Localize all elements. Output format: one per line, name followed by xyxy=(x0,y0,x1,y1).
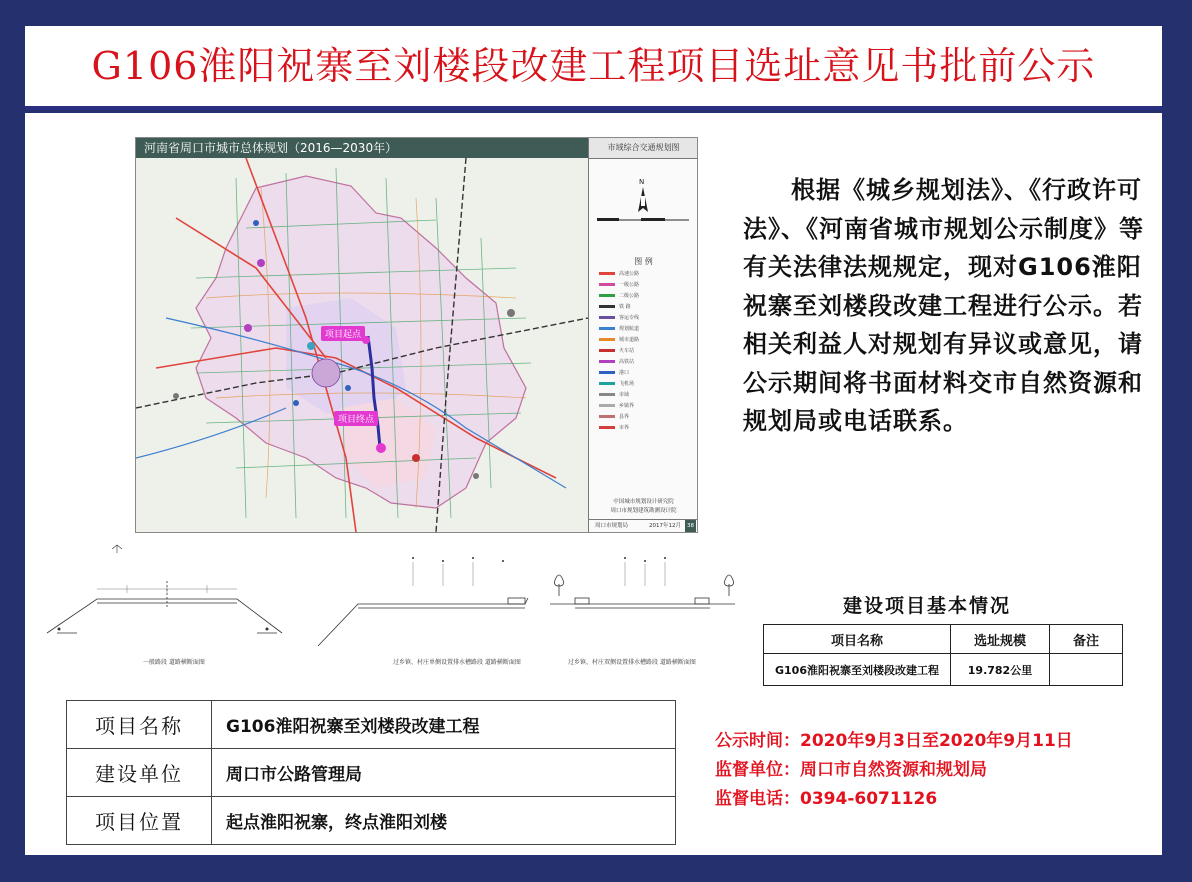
legend-swatch xyxy=(599,338,615,341)
legend-label: 市域 xyxy=(619,392,630,398)
org-line-2: 周口市规划建筑勘测设计院 xyxy=(610,508,677,514)
cross-section-caption-1: 一般路段 道路横断面图 xyxy=(143,659,205,666)
supervision-notice xyxy=(715,727,1073,814)
notice-unit: 监督单位：周口市自然资源和规划局 xyxy=(715,760,987,780)
legend-swatch xyxy=(599,404,615,407)
legend-label: 高速公路 xyxy=(619,271,640,277)
project-start-label: 项目起点 xyxy=(321,326,365,341)
notice-phone: 监督电话：0394-6071126 xyxy=(715,789,938,809)
legend-swatch xyxy=(599,382,615,385)
project-info-table xyxy=(66,700,676,845)
content-panel xyxy=(25,113,1162,855)
map-legend-panel xyxy=(588,138,698,532)
cell-remarks xyxy=(1050,654,1123,686)
info-key-location: 项目位置 xyxy=(67,797,212,845)
legend-swatch xyxy=(599,272,615,275)
announcement-text: 根据《城乡规划法》、《行政许可法》、《河南省城市规划公示制度》等有关法律法规规定，现对G106淮阳祝寨至刘楼段改建工程进行公示。若相关利益人对规划有异议或意见，请公示期间将书面材料交市自然资源和规划局或电话联系。 xyxy=(743,176,1144,435)
basic-info-row xyxy=(764,654,1123,686)
title-banner xyxy=(25,26,1162,110)
notice-time: 公示时间：2020年9月3日至2020年9月11日 xyxy=(715,731,1073,751)
announcement xyxy=(743,171,1155,441)
legend-label: 铁 路 xyxy=(619,304,631,310)
footer-date: 2017年12月 xyxy=(649,523,681,529)
legend-label: 城市道路 xyxy=(619,337,640,343)
header-remarks: 备注 xyxy=(1050,625,1123,654)
footer-issuer: 周口市规划局 xyxy=(595,523,629,529)
project-end-label: 项目终点 xyxy=(334,411,378,426)
legend-swatch xyxy=(599,415,615,418)
legend-swatch xyxy=(599,393,615,396)
legend-swatch xyxy=(599,305,615,308)
cross-section-single-drain xyxy=(313,556,543,656)
map-drawing xyxy=(136,158,588,532)
legend-swatch xyxy=(599,327,615,330)
cross-section-caption-2: 过乡镇、村庄单侧设置排水槽路段 道路横断面图 xyxy=(393,659,521,666)
legend-label: 一级公路 xyxy=(619,282,640,288)
legend-label: 县界 xyxy=(619,414,630,420)
legend-swatch xyxy=(599,294,615,297)
header-project-name: 项目名称 xyxy=(764,625,951,654)
legend-label: 规划航道 xyxy=(619,326,640,332)
info-value-location: 起点淮阳祝寨，终点淮阳刘楼 xyxy=(212,797,676,845)
cell-project-name: G106淮阳祝寨至刘楼段改建工程 xyxy=(764,654,951,686)
cell-scale: 19.782公里 xyxy=(951,654,1050,686)
table-row xyxy=(67,749,676,797)
info-value-unit: 周口市公路管理局 xyxy=(212,749,676,797)
map-subtitle: 市域综合交通规划图 xyxy=(589,138,698,159)
legend-swatch xyxy=(599,349,615,352)
legend-heading: 图 例 xyxy=(634,257,653,266)
legend-label: 乡镇界 xyxy=(619,403,635,409)
cross-section-general xyxy=(37,541,287,671)
legend-label: 高铁站 xyxy=(619,359,635,365)
info-value-name: G106淮阳祝寨至刘楼段改建工程 xyxy=(212,701,676,749)
legend-swatch xyxy=(599,426,615,429)
cross-section-double-drain xyxy=(545,556,741,656)
basic-info-table xyxy=(763,624,1123,686)
basic-info-header-row xyxy=(764,625,1123,654)
legend-swatch xyxy=(599,316,615,319)
legend-label: 客运专线 xyxy=(619,315,640,321)
map-org xyxy=(589,498,698,516)
cross-section-caption-3: 过乡镇、村庄双侧设置排水槽路段 道路横断面图 xyxy=(568,659,696,666)
page-title: G106淮阳祝寨至刘楼段改建工程项目选址意见书批前公示 xyxy=(91,44,1096,88)
org-line-1: 中国城市规划设计研究院 xyxy=(613,499,674,505)
planning-map xyxy=(135,137,698,533)
legend-label: 二级公路 xyxy=(619,293,640,299)
legend-swatch xyxy=(599,371,615,374)
header-scale: 选址规模 xyxy=(951,625,1050,654)
legend-swatch xyxy=(599,360,615,363)
legend-label: 港口 xyxy=(619,370,630,376)
table-row xyxy=(67,701,676,749)
legend-label: 飞机场 xyxy=(619,381,635,387)
table-row xyxy=(67,797,676,845)
svg-text:N: N xyxy=(639,178,645,186)
legend-swatch xyxy=(599,283,615,286)
basic-info-title: 建设项目基本情况 xyxy=(843,595,1012,617)
map-title: 河南省周口市城市总体规划（2016—2030年） xyxy=(136,138,596,158)
legend-label: 市界 xyxy=(619,425,630,431)
legend-label: 火车站 xyxy=(619,348,635,354)
info-key-unit: 建设单位 xyxy=(67,749,212,797)
map-footer xyxy=(589,519,698,533)
north-arrow-icon xyxy=(589,174,698,234)
footer-sheet-number: 38 xyxy=(685,520,696,533)
info-key-name: 项目名称 xyxy=(67,701,212,749)
